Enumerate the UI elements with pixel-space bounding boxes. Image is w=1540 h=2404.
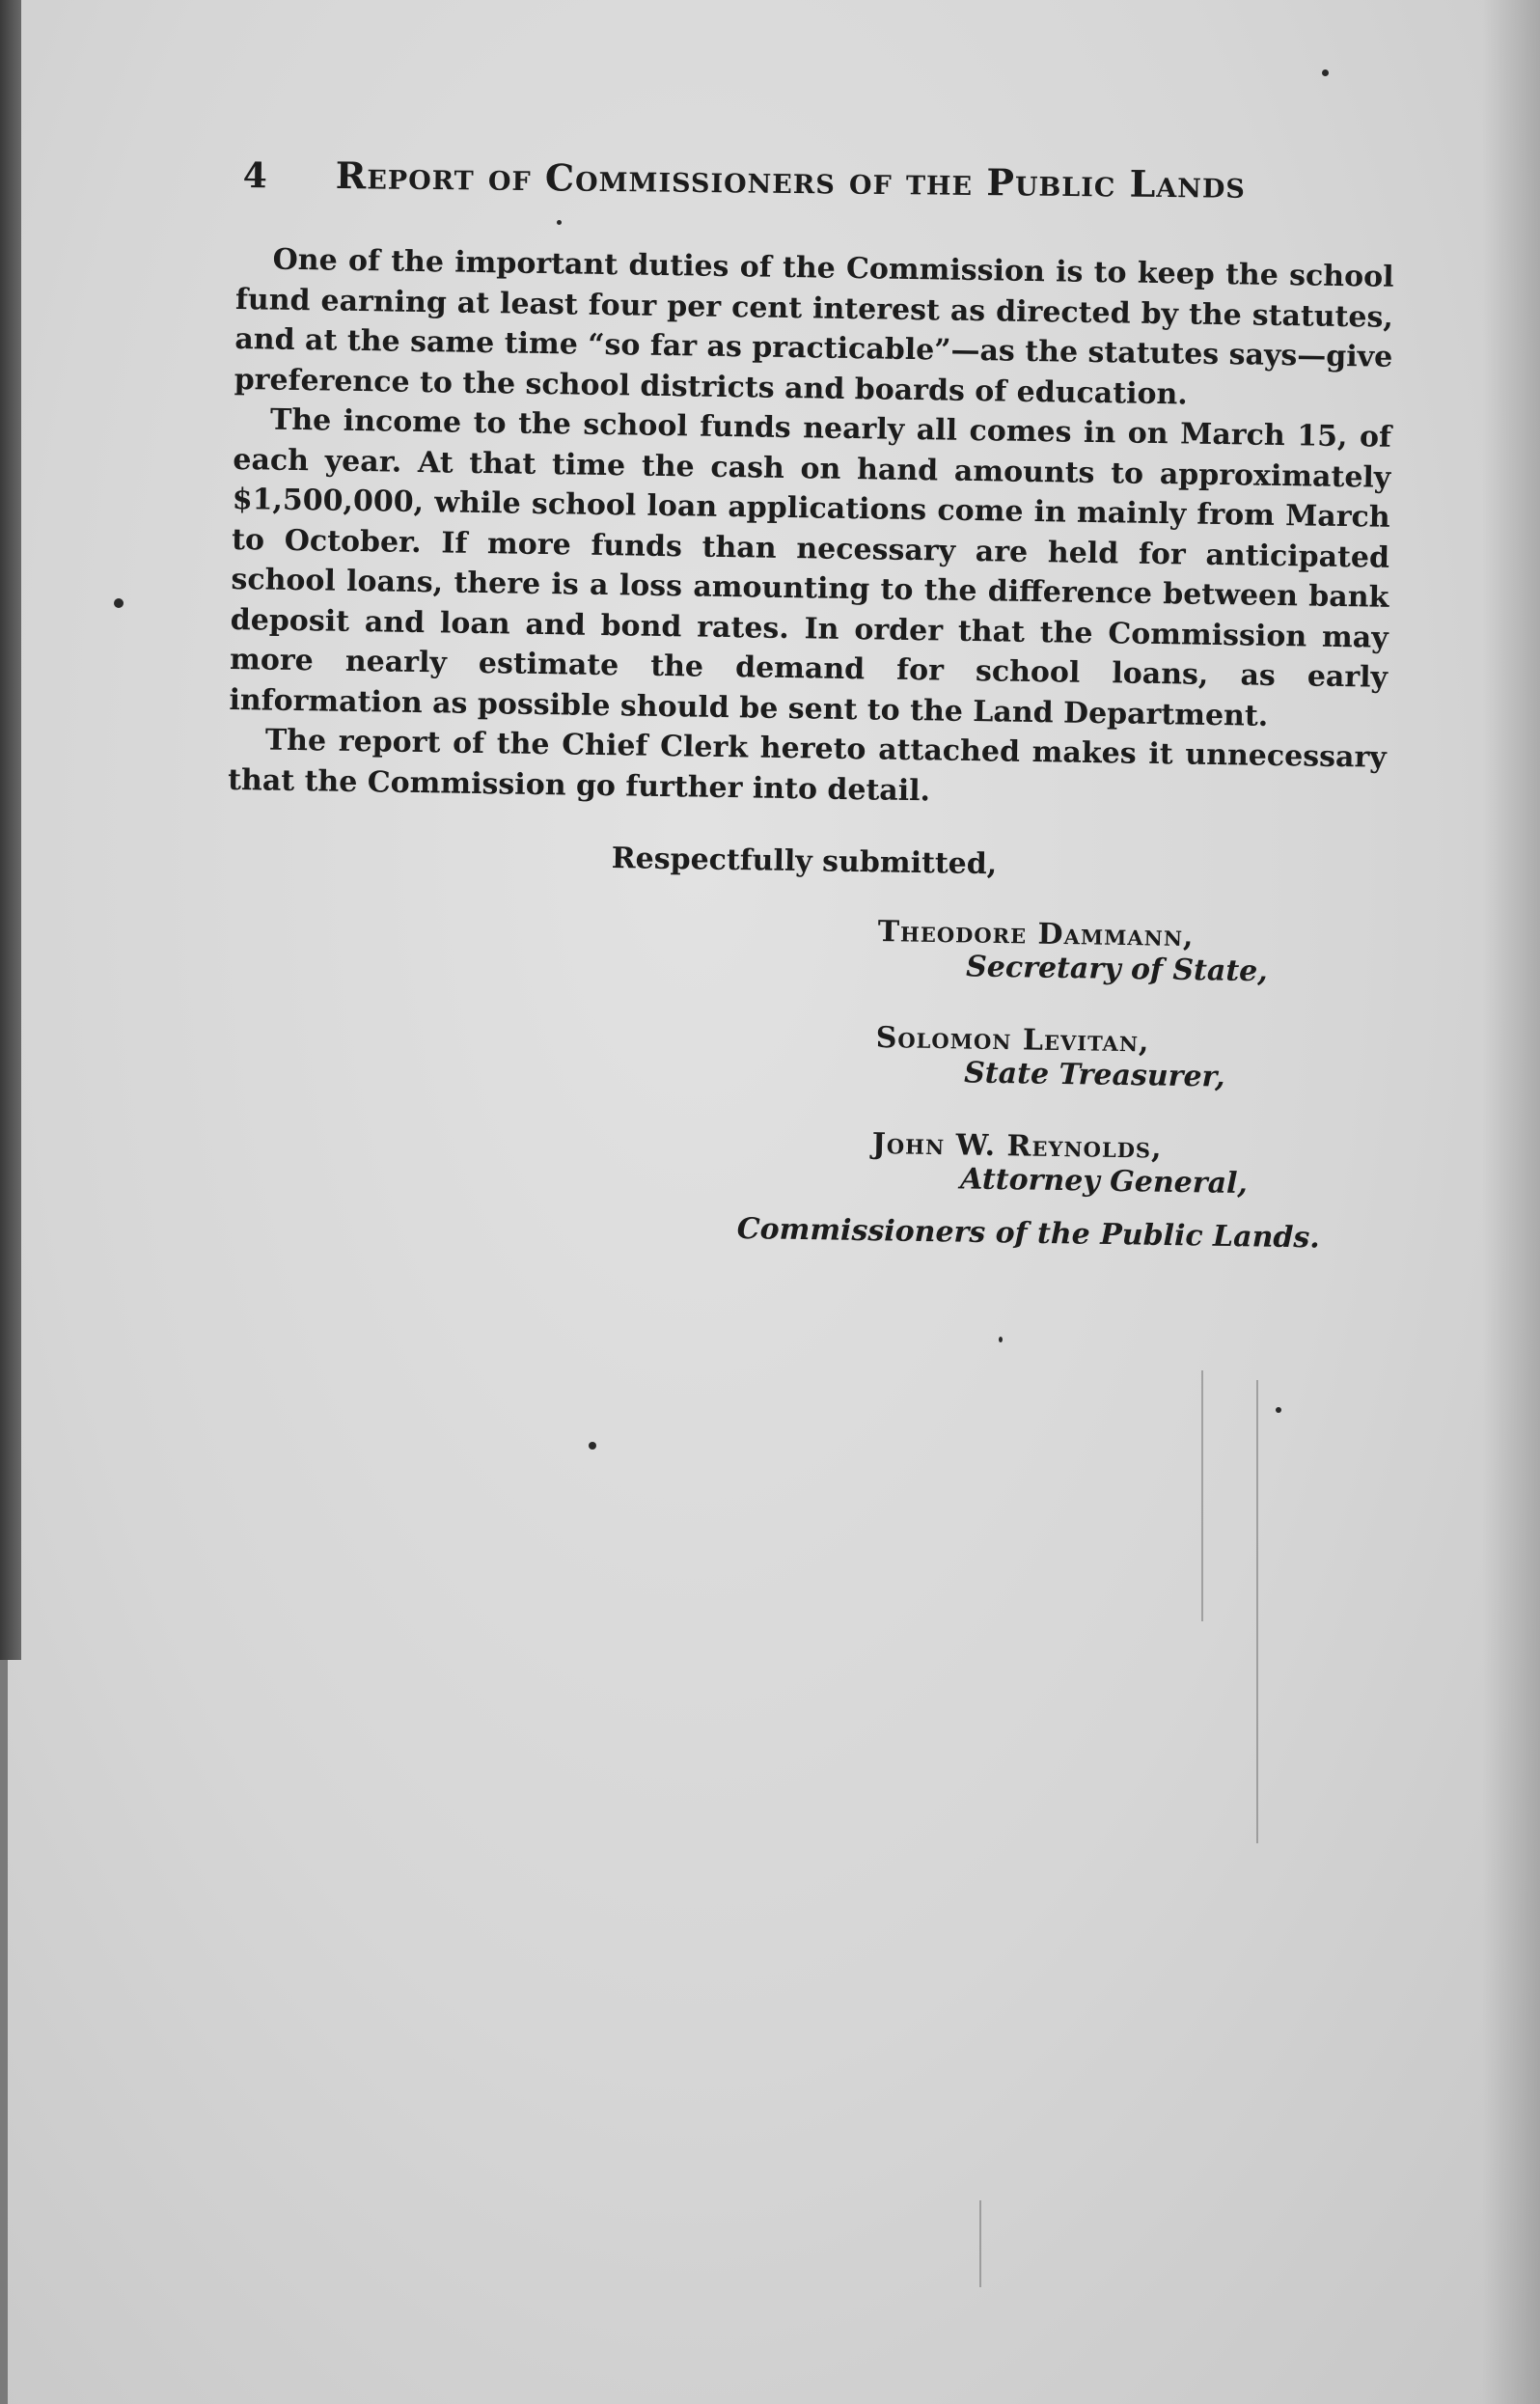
scan-speck [589,1442,596,1450]
scan-speck [999,1337,1003,1342]
binding-edge-lower [0,1660,8,2404]
paragraph: The report of the Chief Clerk hereto attached makes it unnecessary that the Commission go further into detail. [227,723,1387,808]
scan-speck [557,220,562,225]
scan-speck [114,598,124,608]
signatory-title: Attorney General, [959,1162,1249,1202]
running-title: Report of Commissioners of the Public Lands [335,153,1247,207]
signatory-title: Secretary of State, [965,950,1269,989]
signatory-block [871,1127,1249,1201]
closing-line: Respectfully submitted, [611,842,998,882]
scan-scratch [979,2200,981,2287]
report-body [228,239,1394,818]
signatory-block [877,915,1269,988]
signatory-name: Theodore Dammann, [877,915,1195,954]
signatory-name: Solomon Levitan, [875,1021,1150,1060]
paragraph: The income to the school funds nearly all comes in on March 15, of each year. At that time the cash on hand amounts to approximately $1,500,000, while school loan applications come in mainly from March to October. If more funds than necessary are held for anticipated school loans, there is a loss amounting to the difference between bank deposit and loan and bond rates. In order that the Commission may more nearly estimate the demand for school loans, as early information as possible should be sent to the Land Department. [229,402,1392,733]
page-number: 4 [242,154,269,197]
commissioners-label: Commissioners of the Public Lands. [736,1212,1320,1256]
scan-speck [1276,1407,1281,1413]
scan-scratch [1256,1380,1258,1843]
binding-edge [0,0,21,1660]
signatory-name: John W. Reynolds, [871,1127,1163,1166]
page-edge-shadow [1482,0,1540,2404]
scan-speck [1322,69,1329,76]
scan-scratch [1201,1370,1203,1621]
page-header [242,152,1343,222]
signatory-title: State Treasurer, [963,1056,1225,1094]
paragraph: One of the important duties of the Commission is to keep the school fund earning at least four per cent interest as directed by the statutes, and at the same time “so far as practicable”—as the statutes says—give preference to the school districts and boards of education. [234,242,1394,412]
signatory-block [875,1021,1226,1094]
